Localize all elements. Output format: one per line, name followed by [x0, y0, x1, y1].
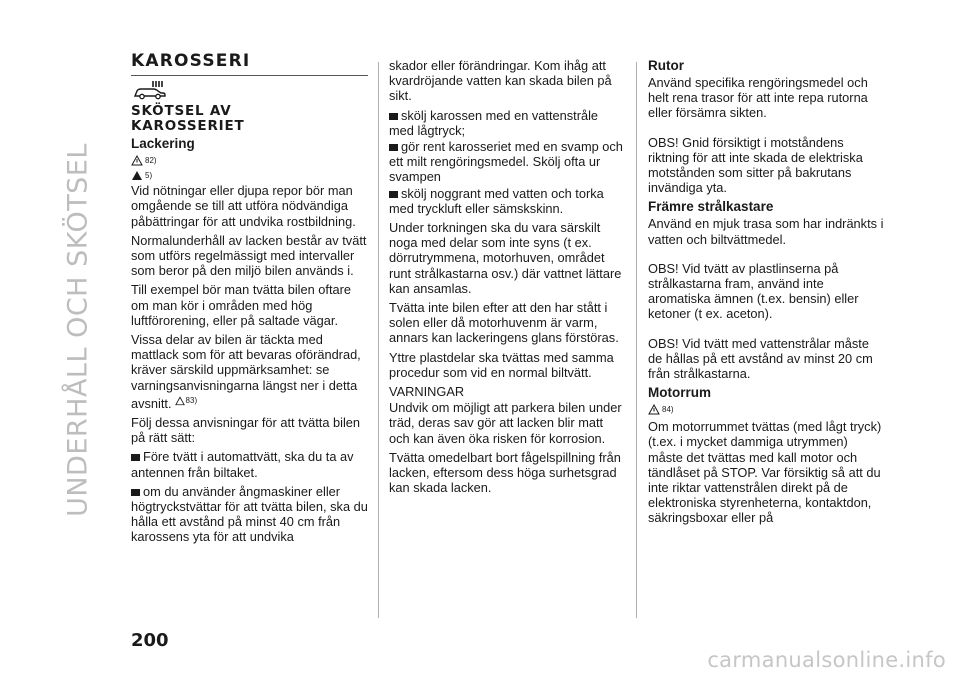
- section-title: [131, 104, 368, 134]
- subhead-framre-stralkastare: Främre strålkastare: [648, 199, 774, 215]
- warning-ref-82-text: 82): [145, 155, 157, 165]
- column-2: [389, 58, 624, 499]
- section-title-line2: KAROSSERIET: [131, 118, 245, 135]
- paragraph: Tvätta inte bilen efter att den har stått i solen eller då motorhuvenm är varm, annars kan lackeringens glans förstöras.: [389, 300, 619, 346]
- bullet-item: [389, 139, 624, 185]
- bullet-text: om du använder ångmaskiner eller högtryckstvättar för att tvätta bilen, ska du hålla ett avstånd på minst 40 cm från karossens yta för att undvika: [131, 483, 368, 545]
- chapter-side-tab: UNDERHÅLL OCH SKÖTSEL: [62, 143, 94, 517]
- bullet-text: Före tvätt i automattvätt, ska du ta av antennen från biltaket.: [131, 449, 354, 480]
- warning-ref-82: [131, 153, 368, 168]
- paragraph: OBS! Vid tvätt med vattenstrålar måste de hållas på ett avstånd av minst 20 cm från strålkastarna.: [648, 335, 873, 382]
- warning-hand-icon: [131, 155, 143, 166]
- bullet-icon: [131, 488, 140, 497]
- paragraph: OBS! Vid tvätt av plastlinserna på strålkastarna fram, använd inte aromatiska ämnen (t.ex. bensin) eller ketoner (t ex. aceton).: [648, 260, 859, 322]
- bullet-icon: [389, 112, 398, 121]
- paragraph: Till exempel bör man tvätta bilen oftare om man kör i områden med hög luftförorening, eller på saltade vägar.: [131, 282, 352, 328]
- page-number: 200: [131, 630, 169, 651]
- column-1: [131, 51, 368, 549]
- warning-ref-84-text: 84): [662, 404, 674, 414]
- warning-ref-83: 83): [185, 395, 198, 405]
- paragraph: Vid nötningar eller djupa repor bör man omgående se till att utföra nödvändiga påbättringar för att undvika rostbildning.: [131, 183, 356, 229]
- column-divider-2: [636, 62, 637, 618]
- paragraph-warnings-heading: VARNINGAR: [389, 384, 465, 400]
- paragraph: skador eller förändringar. Kom ihåg att kvardröjande vatten kan skada bilen på sikt.: [389, 58, 612, 104]
- bullet-text: skölj noggrant med vatten och torka med tryckluft eller sämskskinn.: [389, 185, 604, 216]
- paragraph-with-ref: [131, 332, 368, 411]
- paragraph: Yttre plastdelar ska tvättas med samma procedur som vid en normal biltvätt.: [389, 349, 614, 380]
- paragraph: Normalunderhåll av lacken består av tvätt som utförs regelmässigt med intervaller som beror på den miljö bilen används i.: [131, 232, 367, 279]
- bullet-item: [131, 449, 368, 479]
- watermark: carmanualsonline.info: [707, 648, 946, 672]
- column-divider-1: [378, 62, 379, 618]
- paragraph: Tvätta omedelbart bort fågelspillning från lacken, eftersom dess höga surhetsgrad kan skada lacken.: [389, 449, 621, 496]
- bullet-item: [389, 108, 624, 138]
- bullet-text: gör rent karosseriet med en svamp och ett milt rengöringsmedel. Skölj ofta ur svampen: [389, 139, 623, 185]
- paragraph: OBS! Gnid försiktigt i motståndens riktning för att inte skada de elektriska motstånden som sitter på bakrutans invändiga yta.: [648, 134, 863, 196]
- car-wash-icon: [133, 80, 167, 100]
- paragraph: Under torkningen ska du vara särskilt noga med delar som inte syns (t ex. dörrutrymmena, motorhuven, området runt strålkastarna osv.) där vattnet lättare kan ansamlas.: [389, 220, 622, 296]
- warning-ref-5: [131, 168, 368, 183]
- subhead-rutor: Rutor: [648, 58, 684, 73]
- paragraph: Om motorrummet tvättas (med lågt tryck) (t.ex. i mycket dammiga utrymmen) måste det tvättas med kall motor och tändlåset på STOP. Var försiktig så att du inte riktar vattenstrålen direkt på de elektroniska styrenheterna, kontaktdon, säkringsboxar eller på: [648, 419, 882, 526]
- bullet-icon: [389, 143, 398, 152]
- bullet-icon: [389, 190, 398, 199]
- chapter-title: KAROSSERI: [131, 54, 368, 76]
- paragraph: Använd en mjuk trasa som har indränkts i vatten och biltvättmedel.: [648, 216, 884, 247]
- subhead-lackering: Lackering: [131, 136, 195, 152]
- bullet-item: [131, 484, 368, 545]
- paragraph: Använd specifika rengöringsmedel och helt rena trasor för att inte repa rutorna eller försämra sikten.: [648, 75, 868, 121]
- warning-hand-icon: [648, 404, 660, 415]
- warning-ref-84: [648, 402, 884, 417]
- bullet-item: [389, 186, 624, 216]
- paragraph: Följ dessa anvisningar för att tvätta bilen på rätt sätt:: [131, 415, 361, 446]
- bullet-text: skölj karossen med en vattenstråle med lågtryck;: [389, 107, 599, 138]
- column-3: [648, 58, 884, 530]
- warning-hand-icon: [175, 396, 185, 406]
- paragraph: Undvik om möjligt att parkera bilen under träd, deras sav gör att lacken blir matt och kan även öka risken för korrosion.: [389, 400, 622, 446]
- warning-ref-5-text: 5): [145, 170, 153, 180]
- subhead-motorrum: Motorrum: [648, 385, 711, 401]
- note-hand-icon: [131, 170, 143, 181]
- bullet-icon: [131, 453, 140, 462]
- paragraph-text: Vissa delar av bilen är täckta med mattlack som för att bevaras oförändrad, kräver särskild uppmärksamhet: se varningsanvisningarna längst ner i detta avsnitt.: [131, 332, 361, 411]
- section-title-line1: SKÖTSEL AV: [131, 103, 232, 120]
